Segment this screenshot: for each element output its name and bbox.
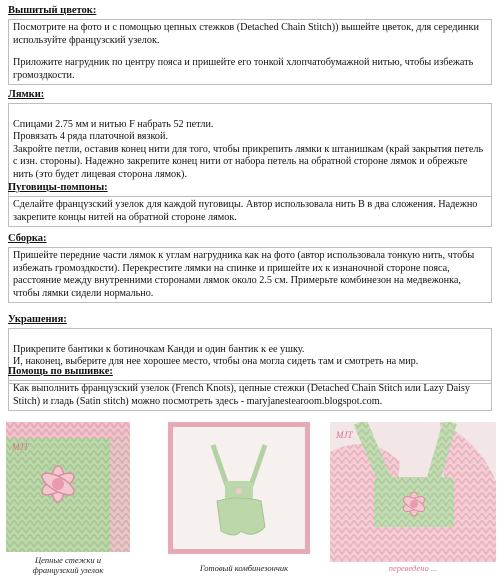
overalls-image bbox=[173, 427, 305, 549]
section-text-box bbox=[8, 247, 492, 303]
watermark: MJT bbox=[336, 430, 353, 440]
caption-stitches: Цепные стежки и французский узелок bbox=[32, 555, 104, 575]
section-title: Украшения: bbox=[8, 314, 67, 325]
bear-overalls-image bbox=[330, 422, 496, 562]
paragraph: Прикрепите бантики к ботиночкам Канди и один бантик к ее ушку. И, наконец, выберите для нее хорошее место, чтобы она могла сидеть там и смотреть на мир. bbox=[13, 343, 419, 368]
section-embroidery-help bbox=[8, 365, 492, 411]
section-title: Пуговицы-помпоны: bbox=[8, 182, 108, 193]
caption-translated: переведено ... bbox=[388, 563, 438, 573]
paragraph: Сделайте французский узелок для каждой пуговицы. Автор использовала нить В в два сложения. Надежно закрепите концы нитей на обратной стороне лямок. bbox=[13, 199, 478, 223]
caption-overalls: Готовый комбинезончик bbox=[199, 563, 289, 573]
photo-stitches bbox=[6, 422, 130, 552]
section-assembly bbox=[8, 232, 492, 303]
section-text-box bbox=[8, 196, 492, 227]
paragraph: Приложите нагрудник по центру пояса и пришейте его тонкой хлопчатобумажной нитью, чтобы избежать громоздкости. bbox=[13, 57, 474, 81]
section-pompom-buttons bbox=[8, 181, 492, 227]
section-title: Помощь по вышивке: bbox=[8, 366, 113, 377]
paragraph: Пришейте передние части лямок к углам нагрудника как на фото (автор использовала тонкую нить, чтобы избежать громоздкости). Перекрестите лямки на спинке и пришейте их к изнаночной стороне пояса, расстояние между внутренними сторонами лямок около 2.5 см. Примерьте комбинезон на медвежонка, чтобы лямки сидели нормально. bbox=[13, 250, 475, 299]
section-title: Вышитый цветок: bbox=[8, 5, 97, 16]
section-text-box bbox=[8, 19, 492, 85]
paragraph: Посмотрите на фото и с помощью цепных стежков (Detached Chain Stitch)) вышейте цветок, для серединки используйте французский узелок. bbox=[13, 22, 479, 46]
paragraph: Как выполнить французский узелок (French Knots), цепные стежки (Detached Chain Stitch или Lazy Daisy Stitch) и гладь (Satin stitch) можно посмотреть здесь - maryjanestearoom.blogspot.com. bbox=[13, 383, 470, 407]
paragraph: Спицами 2.75 мм и нитью F набрать 52 петли. Провязать 4 ряда платочной вязкой. Закройте петли, оставив конец нити для того, чтобы прикрепить лямки к штанишкам (край закрытия петель с изн. стороны). Надежно закрепите конец нити от набора петель на обратной стороне лямок и обрежьте нить (это будет лицевая сторона лямок). bbox=[13, 118, 484, 180]
section-embroidered-flower bbox=[8, 4, 492, 85]
photo-bear-overalls bbox=[330, 422, 496, 562]
photo-overalls bbox=[168, 422, 310, 554]
section-title: Сборка: bbox=[8, 233, 47, 244]
section-title: Лямки: bbox=[8, 89, 45, 100]
watermark: MJT bbox=[12, 442, 29, 452]
section-text-box bbox=[8, 380, 492, 411]
